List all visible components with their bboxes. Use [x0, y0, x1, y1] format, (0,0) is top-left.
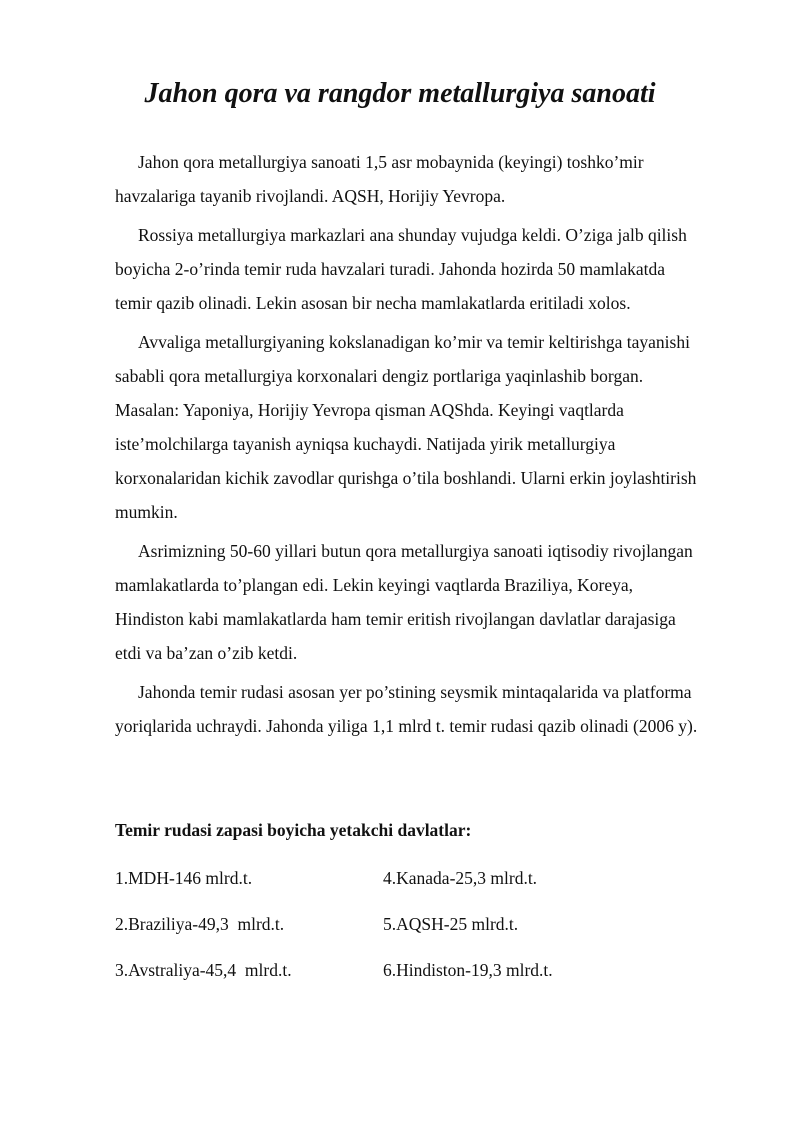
list-item: 6.Hindiston-19,3 mlrd.t.	[383, 960, 553, 980]
list-item: 3.Avstraliya-45,4 mlrd.t.	[115, 960, 292, 980]
list-item: 5.AQSH-25 mlrd.t.	[383, 914, 519, 934]
list-heading: Temir rudasi zapasi boyicha yetakchi davlatlar:	[115, 820, 472, 840]
paragraph-5: Jahonda temir rudasi asosan yer po’stining seysmik mintaqalarida va platforma yoriqlarida uchraydi. Jahonda yiliga 1,1 mlrd t. temir rudasi qazib olinadi (2006 y).	[115, 682, 698, 736]
list-item: 1.MDH-146 mlrd.t.	[115, 868, 253, 888]
country-reserves-list	[115, 864, 675, 1002]
list-item: 4.Kanada-25,3 mlrd.t.	[383, 868, 538, 888]
body-text	[115, 145, 755, 748]
list-row	[115, 910, 675, 956]
list-row	[115, 864, 675, 910]
paragraph-3: Avvaliga metallurgiyaning kokslanadigan ko’mir va temir keltirishga tayanishi sababli qora metallurgiya korxonalari dengiz portlariga yaqinlashib borgan. Masalan: Yaponiya, Horijiy Yevropa qisman AQShda. Keyingi vaqtlarda iste’molchilarga tayanish ayniqsa kuchaydi. Natijada yirik metallurgiya korxonalaridan kichik zavodlar qurishga o’tila boshlandi. Ularni erkin joylashtirish mumkin.	[115, 332, 697, 522]
list-item: 2.Braziliya-49,3 mlrd.t.	[115, 914, 285, 934]
paragraph-1: Jahon qora metallurgiya sanoati 1,5 asr mobaynida (keyingi) toshko’mir havzalariga tayanib rivojlandi. AQSH, Horijiy Yevropa.	[115, 152, 644, 206]
paragraph-4: Asrimizning 50-60 yillari butun qora metallurgiya sanoati iqtisodiy rivojlangan mamlakatlarda to’plangan edi. Lekin keyingi vaqtlarda Braziliya, Koreya, Hindiston kabi mamlakatlarda ham temir eritish rivojlangan davlatlar darajasiga etdi va ba’zan o’zib ketdi.	[115, 541, 693, 663]
page-title: Jahon qora va rangdor metallurgiya sanoati	[144, 78, 656, 109]
list-row	[115, 956, 675, 1002]
paragraph-2: Rossiya metallurgiya markazlari ana shunday vujudga keldi. O’ziga jalb qilish boyicha 2-o’rinda temir ruda havzalari turadi. Jahonda hozirda 50 mamlakatda temir qazib olinadi. Lekin asosan bir necha mamlakatlarda eritiladi xolos.	[115, 225, 687, 313]
